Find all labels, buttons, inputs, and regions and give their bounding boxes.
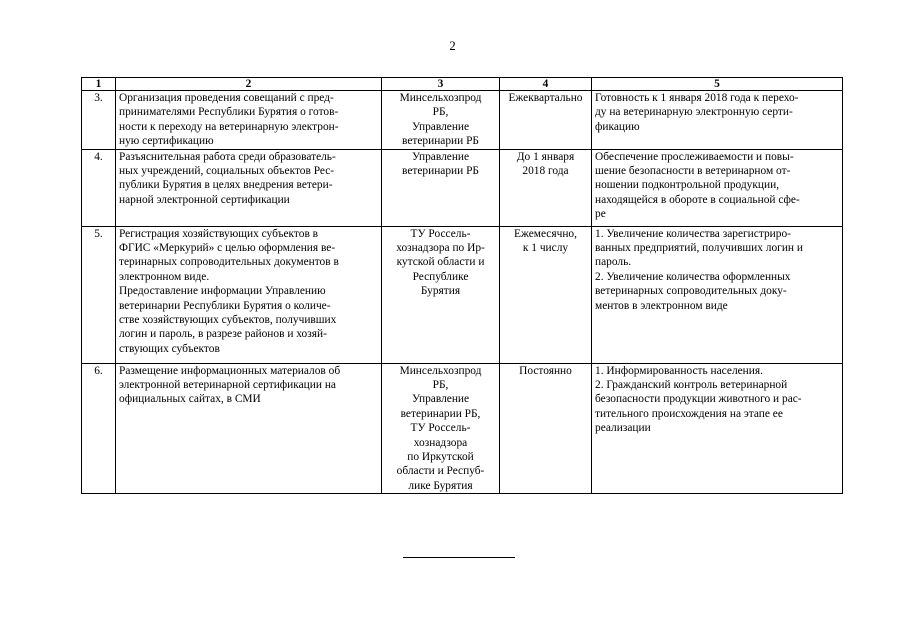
measure-line: ветеринарии Республики Бурятия о количе-	[119, 299, 331, 312]
result-line: ре	[595, 208, 606, 221]
executor-line: РБ,	[432, 379, 449, 392]
table-row	[82, 149, 843, 226]
cell-measure	[116, 226, 382, 363]
executor-line: ТУ Россель-	[410, 227, 471, 240]
measure-line: ФГИС «Меркурий» с целью оформления ве-	[119, 242, 336, 255]
table-row	[82, 363, 843, 494]
cell-executor	[382, 363, 500, 494]
executor-line: хознадзора по Ир-	[396, 242, 485, 255]
result-line: шение безопасности в ветеринарном от-	[595, 165, 791, 178]
term-line: Ежемесячно,	[514, 227, 577, 240]
measure-line: официальных сайтах, в СМИ	[119, 393, 261, 406]
table-row	[82, 226, 843, 363]
cell-result	[592, 226, 843, 363]
measure-line: теринарных сопроводительных документов в	[119, 256, 339, 269]
col-header-result: 5	[592, 78, 843, 91]
executor-line: Управление	[411, 150, 470, 163]
executor-line: Минсельхозпрод	[399, 364, 482, 377]
executor-line: Управление	[411, 120, 470, 133]
measure-line: Размещение информационных материалов об	[119, 364, 341, 377]
cell-term	[500, 363, 592, 494]
result-line: 1. Информированность населения.	[595, 364, 763, 377]
result-line: пароль.	[595, 256, 632, 269]
term-line: Постоянно	[519, 364, 572, 377]
result-line: безопасности продукции животного и рас-	[595, 393, 802, 406]
executor-line: Бурятия	[420, 285, 461, 298]
executor-line: Управление	[411, 393, 470, 406]
table-row	[82, 91, 843, 150]
measure-line: Регистрация хозяйствующих субъектов в	[119, 227, 319, 240]
cell-executor	[382, 91, 500, 150]
executor-line: ТУ Россель-	[410, 422, 471, 435]
measure-line: ных учреждений, социальных объектов Рес-	[119, 165, 335, 178]
executor-line: области и Респуб-	[396, 465, 485, 478]
measure-line: нарной электронной сертификации	[119, 193, 290, 206]
result-line: ду на ветеринарную электронную серти-	[595, 106, 793, 119]
executor-line: ветеринарии РБ	[402, 165, 479, 178]
measure-line: Разъяснительная работа среди образователь-	[119, 150, 336, 163]
measure-line: электронной ветеринарной сертификации на	[119, 379, 336, 392]
col-header-measure: 2	[116, 78, 382, 91]
result-line: ветеринарных сопроводительных доку-	[595, 285, 787, 298]
result-line: 2. Увеличение количества оформленных	[595, 270, 791, 283]
result-line: реализации	[595, 422, 651, 435]
measure-line: логин и пароль, в разрезе районов и хозяй-	[119, 328, 327, 341]
cell-executor	[382, 226, 500, 363]
result-line: 2. Гражданский контроль ветеринарной	[595, 379, 788, 392]
executor-line: Республике	[412, 270, 469, 283]
measure-line: ности к переходу на ветеринарную электрон-	[119, 120, 339, 133]
measures-table	[81, 77, 843, 494]
executor-line: хознадзора	[413, 436, 468, 449]
cell-term	[500, 149, 592, 226]
term-line: До 1 января	[516, 150, 575, 163]
result-line: ношении подконтрольной продукции,	[595, 179, 780, 192]
cell-measure	[116, 149, 382, 226]
term-line: к 1 числу	[522, 242, 569, 255]
executor-line: Минсельхозпрод	[399, 92, 482, 104]
term-line: Ежеквартально	[508, 92, 583, 104]
header-row	[82, 78, 843, 91]
result-line: находящейся в обороте в социальной сфе-	[595, 193, 800, 206]
measure-line: публики Бурятия в целях внедрения ветери-	[119, 179, 333, 192]
executor-line: кутской области и	[396, 256, 485, 269]
result-line: 1. Увеличение количества зарегистриро-	[595, 227, 791, 240]
cell-result	[592, 149, 843, 226]
col-header-number: 1	[82, 78, 116, 91]
col-header-term: 4	[500, 78, 592, 91]
result-line: Обеспечение прослеживаемости и повы-	[595, 150, 794, 163]
result-line: ментов в электронном виде	[595, 299, 728, 312]
measure-line: ную сертификацию	[119, 135, 214, 148]
result-line: тительного происхождения на этапе ее	[595, 407, 783, 420]
footer-rule	[403, 557, 515, 558]
executor-line: ветеринарии РБ,	[400, 407, 481, 420]
row-number: 4.	[82, 149, 116, 226]
measure-line: стве хозяйствующих субъектов, получивших	[119, 314, 337, 327]
measure-line: Организация проведения совещаний с пред-	[119, 92, 334, 104]
measure-line: электронном виде.	[119, 270, 210, 283]
col-header-executor: 3	[382, 78, 500, 91]
cell-term	[500, 91, 592, 150]
measure-line: Предоставление информации Управлению	[119, 285, 326, 298]
executor-line: ветеринарии РБ	[402, 135, 479, 148]
result-line: ванных предприятий, получивших логин и	[595, 242, 803, 255]
row-number: 5.	[82, 226, 116, 363]
result-line: Готовность к 1 января 2018 года к перехо-	[595, 92, 799, 104]
result-line: фикацию	[595, 120, 640, 133]
cell-executor	[382, 149, 500, 226]
executor-line: лике Бурятия	[408, 479, 473, 492]
cell-result	[592, 363, 843, 494]
cell-term	[500, 226, 592, 363]
cell-measure	[116, 91, 382, 150]
page-number: 2	[449, 38, 456, 53]
measure-line: принимателями Республики Бурятия о готов-	[119, 106, 339, 119]
measure-line: ствующих субъектов	[119, 342, 220, 355]
cell-result	[592, 91, 843, 150]
row-number: 3.	[82, 91, 116, 150]
cell-measure	[116, 363, 382, 494]
term-line: 2018 года	[522, 165, 569, 178]
executor-line: РБ,	[432, 106, 449, 119]
executor-line: по Иркутской	[407, 451, 474, 464]
row-number: 6.	[82, 363, 116, 494]
